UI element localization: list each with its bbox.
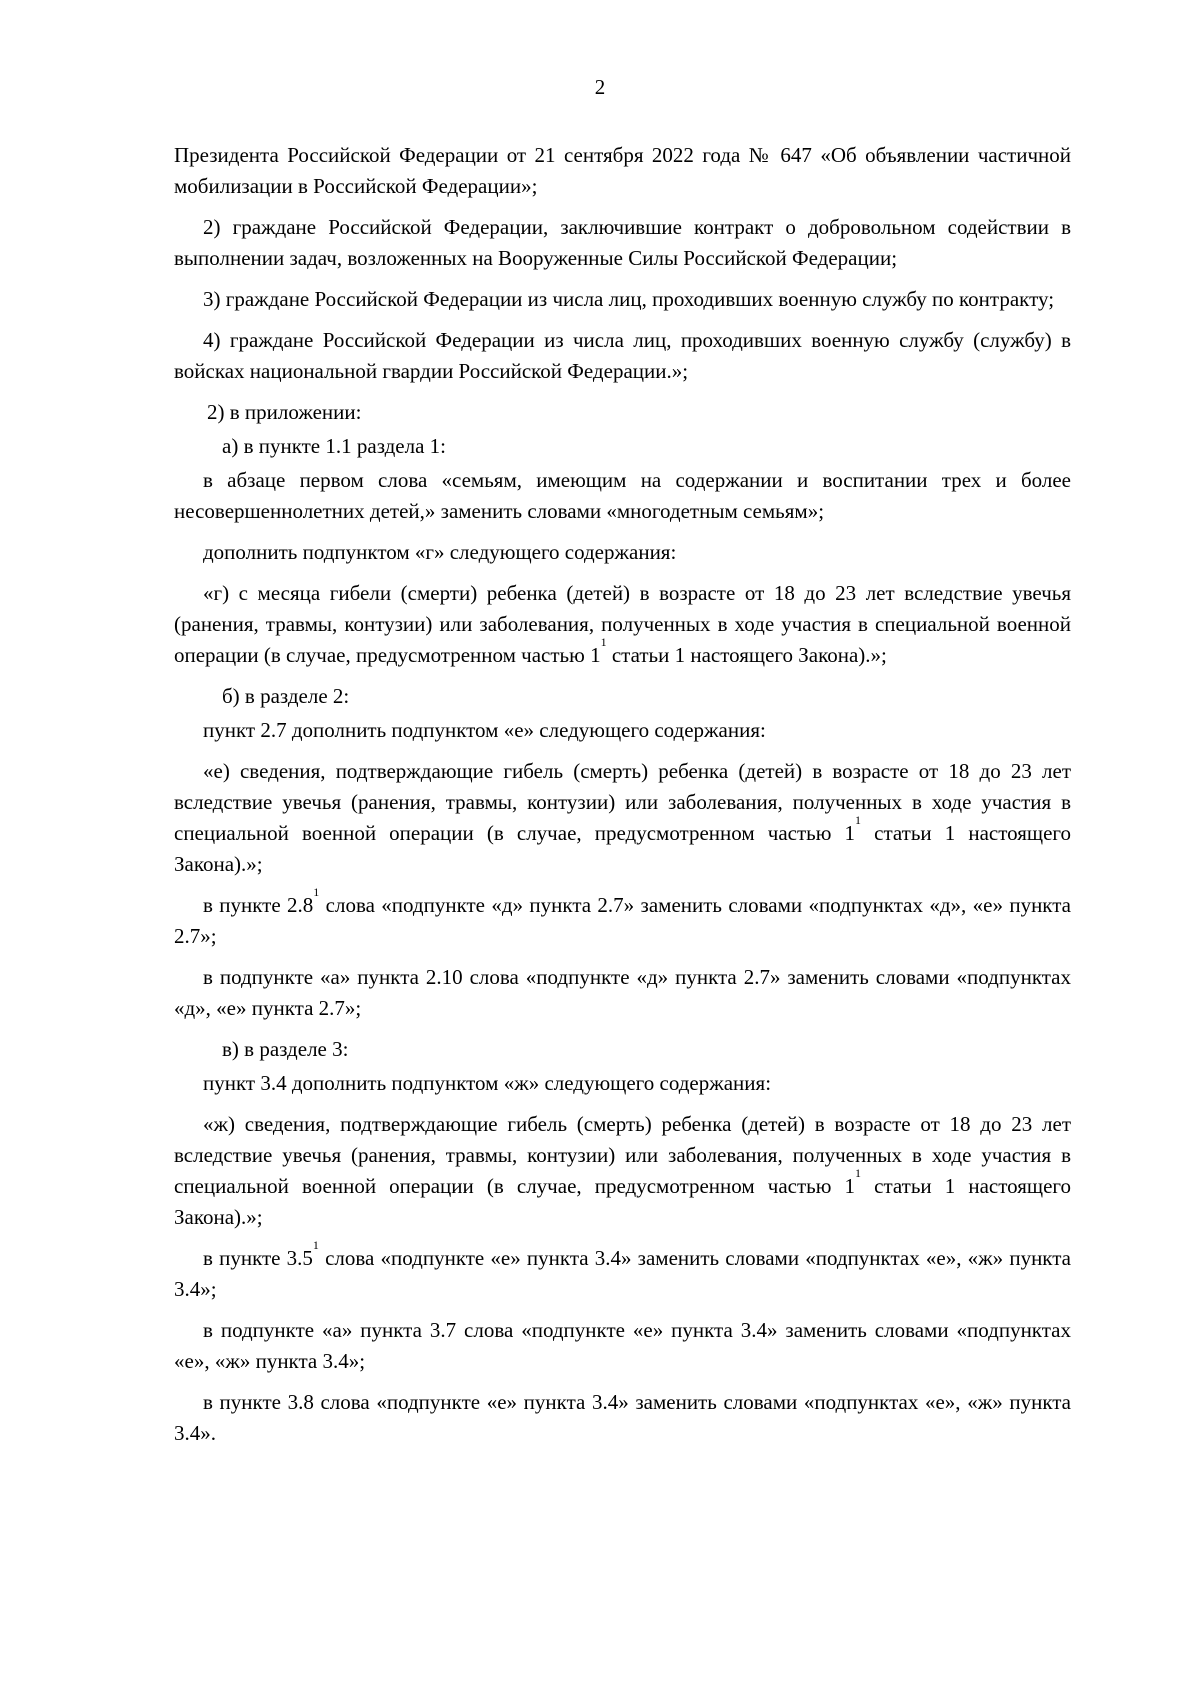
superscript: 1	[855, 813, 862, 827]
paragraph-amendment: в пункте 3.8 слова «подпункте «е» пункта 3.4» заменить словами «подпунктах «е», «ж» пункта 3.4».	[174, 1390, 1071, 1445]
paragraph-text: статьи 1 настоящего Закона).»;	[174, 1174, 1071, 1229]
paragraph-subitem-zh	[174, 1109, 1071, 1233]
paragraph-text: «ж) сведения, подтверждающие гибель (смерть) ребенка (детей) в возрасте от 18 до 23 лет вследствие увечья (ранения, травмы, контузии) или заболевания, полученных в ходе участия в специальной военной операции (в случае, предусмотренном частью 1	[174, 1112, 1071, 1198]
page-number: 2	[594, 75, 606, 99]
paragraph-subitem-b: б) в разделе 2:	[222, 684, 350, 708]
paragraph-item-3: 3) граждане Российской Федерации из числа лиц, проходивших военную службу по контракту;	[203, 287, 1055, 311]
paragraph-subitem-a: а) в пункте 1.1 раздела 1:	[222, 434, 447, 458]
paragraph-text: в пункте 3.5	[203, 1246, 313, 1270]
paragraph-amendment: в подпункте «а» пункта 2.10 слова «подпункте «д» пункта 2.7» заменить словами «подпунктах «д», «е» пункта 2.7»;	[174, 965, 1071, 1020]
paragraph-text: «е) сведения, подтверждающие гибель (смерть) ребенка (детей) в возрасте от 18 до 23 лет вследствие увечья (ранения, травмы, контузии) или заболевания, полученных в ходе участия в специальной военной операции (в случае, предусмотренном частью 1	[174, 759, 1071, 845]
paragraph-amendment: пункт 2.7 дополнить подпунктом «е» следующего содержания:	[203, 718, 766, 742]
paragraph-amendment: в абзаце первом слова «семьям, имеющим на содержании и воспитании трех и более несовершеннолетних детей,» заменить словами «многодетным семьям»;	[174, 468, 1071, 523]
superscript: 1	[312, 1238, 319, 1252]
paragraph-subitem-v: в) в разделе 3:	[222, 1037, 349, 1061]
paragraph-text: «г) с месяца гибели (смерти) ребенка (детей) в возрасте от 18 до 23 лет вследствие увечья (ранения, травмы, контузии) или заболевания, полученных в ходе участия в специальной военной операции (в случае, предусмотренном частью 1	[174, 581, 1071, 667]
paragraph-amendment-2-8	[174, 885, 1071, 952]
paragraph-text: слова «подпункте «д» пункта 2.7» заменить словами «подпунктах «д», «е» пункта 2.7»;	[174, 893, 1071, 948]
paragraph-item-2: 2) граждане Российской Федерации, заключившие контракт о добровольном содействии в выполнении задач, возложенных на Вооруженные Силы Российской Федерации;	[174, 215, 1071, 270]
superscript: 1	[313, 885, 320, 899]
paragraph-subitem-e	[174, 756, 1071, 880]
paragraph-continuation: Президента Российской Федерации от 21 сентября 2022 года № 647 «Об объявлении частичной мобилизации в Российской Федерации»;	[174, 143, 1071, 198]
paragraph-subitem-g	[174, 578, 1071, 671]
superscript: 1	[600, 635, 607, 649]
document-body	[174, 140, 1071, 1459]
paragraph-amendment: в подпункте «а» пункта 3.7 слова «подпункте «е» пункта 3.4» заменить словами «подпунктах «е», «ж» пункта 3.4»;	[174, 1318, 1071, 1373]
paragraph-amendment: пункт 3.4 дополнить подпунктом «ж» следующего содержания:	[203, 1071, 772, 1095]
paragraph-text: в пункте 2.8	[203, 893, 314, 917]
paragraph-item-4: 4) граждане Российской Федерации из числа лиц, проходивших военную службу (службу) в войсках национальной гвардии Российской Федерации.»;	[174, 328, 1071, 383]
superscript: 1	[855, 1166, 862, 1180]
paragraph-appendix-heading: 2) в приложении:	[207, 400, 362, 424]
paragraph-amendment: дополнить подпунктом «г» следующего содержания:	[203, 540, 677, 564]
paragraph-text: статьи 1 настоящего Закона).»;	[606, 643, 887, 667]
paragraph-text: слова «подпункте «е» пункта 3.4» заменить словами «подпунктах «е», «ж» пункта 3.4»;	[174, 1246, 1071, 1301]
paragraph-amendment-3-5	[174, 1238, 1071, 1305]
paragraph-text: статьи 1 настоящего Закона).»;	[174, 821, 1071, 876]
